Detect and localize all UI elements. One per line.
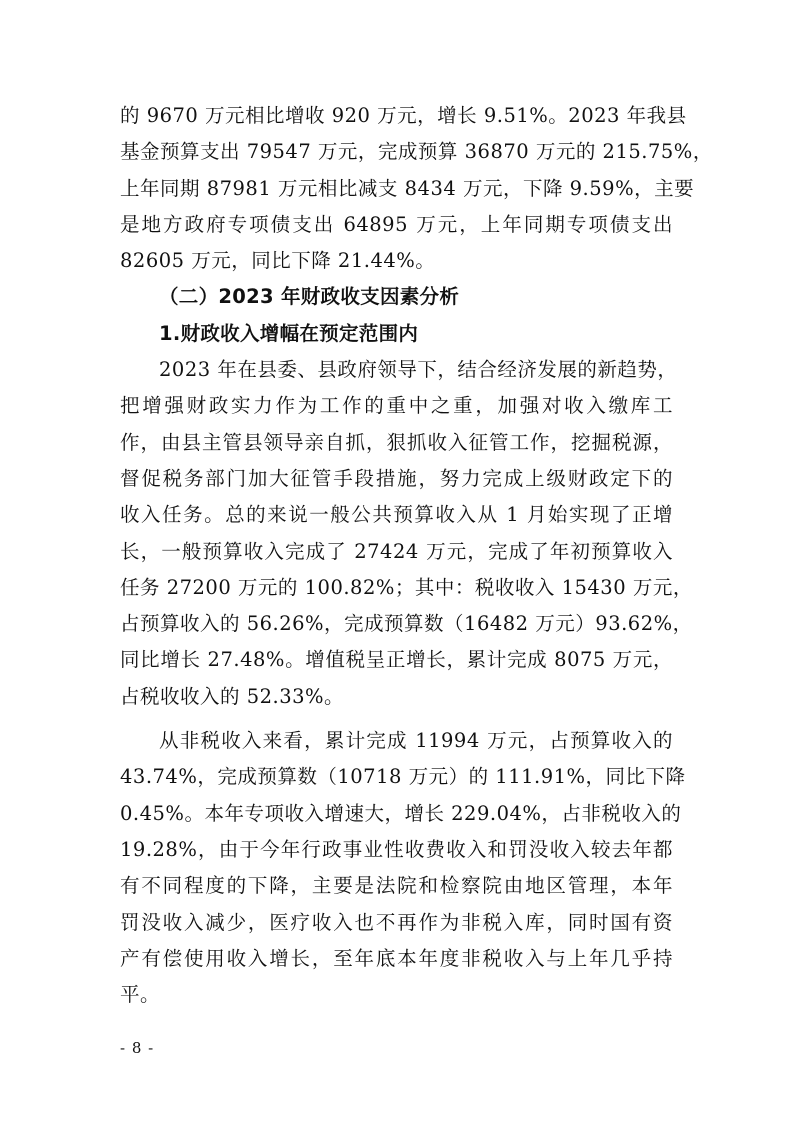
text-line: 有不同程度的下降，主要是法院和检察院由地区管理，本年 xyxy=(120,874,673,898)
text-line: 收入任务。总的来说一般公共预算收入从 1 月始实现了正增 xyxy=(120,503,673,527)
text-line: 2023 年在县委、县政府领导下，结合经济发展的新趋势， xyxy=(159,358,678,382)
page-number: - 8 - xyxy=(120,1039,155,1057)
paragraph-fund-expenditure xyxy=(120,98,713,279)
text-line: 长，一般预算收入完成了 27424 万元，完成了年初预算收入 xyxy=(120,539,673,563)
document-body xyxy=(120,98,713,1013)
text-line: 是地方政府专项债支出 64895 万元，上年同期专项债支出 xyxy=(120,212,673,236)
subsection-heading: 1.财政收入增幅在预定范围内 xyxy=(159,321,419,345)
text-line: 上年同期 87981 万元相比减支 8434 万元，下降 9.59%，主要 xyxy=(120,176,695,200)
text-line: 的 9670 万元相比增收 920 万元，增长 9.51%。2023 年我县 xyxy=(120,104,687,127)
text-line: 43.74%，完成预算数（10718 万元）的 111.91%，同比下降 xyxy=(120,765,686,789)
section-heading: （二）2023 年财政收支因素分析 xyxy=(159,285,460,309)
text-line: 产有偿使用收入增长，至年底本年度非税收入与上年几乎持 xyxy=(120,946,673,970)
text-line: 占预算收入的 56.26%，完成预算数（16482 万元）93.62%， xyxy=(120,612,693,636)
paragraph-revenue-growth xyxy=(120,352,693,715)
text-line: 任务 27200 万元的 100.82%；其中：税收收入 15430 万元， xyxy=(120,575,693,599)
text-line: 19.28%，由于今年行政事业性收费收入和罚没收入较去年都 xyxy=(120,837,673,861)
text-line: 平。 xyxy=(120,983,161,1007)
text-line: 罚没收入减少，医疗收入也不再作为非税入库，同时国有资 xyxy=(120,910,673,934)
text-line: 0.45%。本年专项收入增速大，增长 229.04%，占非税收入的 xyxy=(120,801,682,825)
paragraph-spacer xyxy=(120,715,673,723)
text-line: 督促税务部门加大征管手段措施，努力完成上级财政定下的 xyxy=(120,466,673,490)
text-line: 作，由县主管县领导亲自抓，狠抓收入征管工作，挖掘税源， xyxy=(120,430,673,454)
paragraph-non-tax-revenue xyxy=(120,723,686,1013)
text-line: 占税收收入的 52.33%。 xyxy=(120,684,345,708)
text-line: 把增强财政实力作为工作的重中之重，加强对收入缴库工 xyxy=(120,394,673,418)
text-line: 同比增长 27.48%。增值税呈正增长，累计完成 8075 万元， xyxy=(120,648,673,672)
text-line: 从非税收入来看，累计完成 11994 万元，占预算收入的 xyxy=(159,729,673,753)
text-line: 82605 万元，同比下降 21.44%。 xyxy=(120,249,436,273)
text-line: 基金预算支出 79547 万元，完成预算 36870 万元的 215.75%， xyxy=(120,140,713,164)
